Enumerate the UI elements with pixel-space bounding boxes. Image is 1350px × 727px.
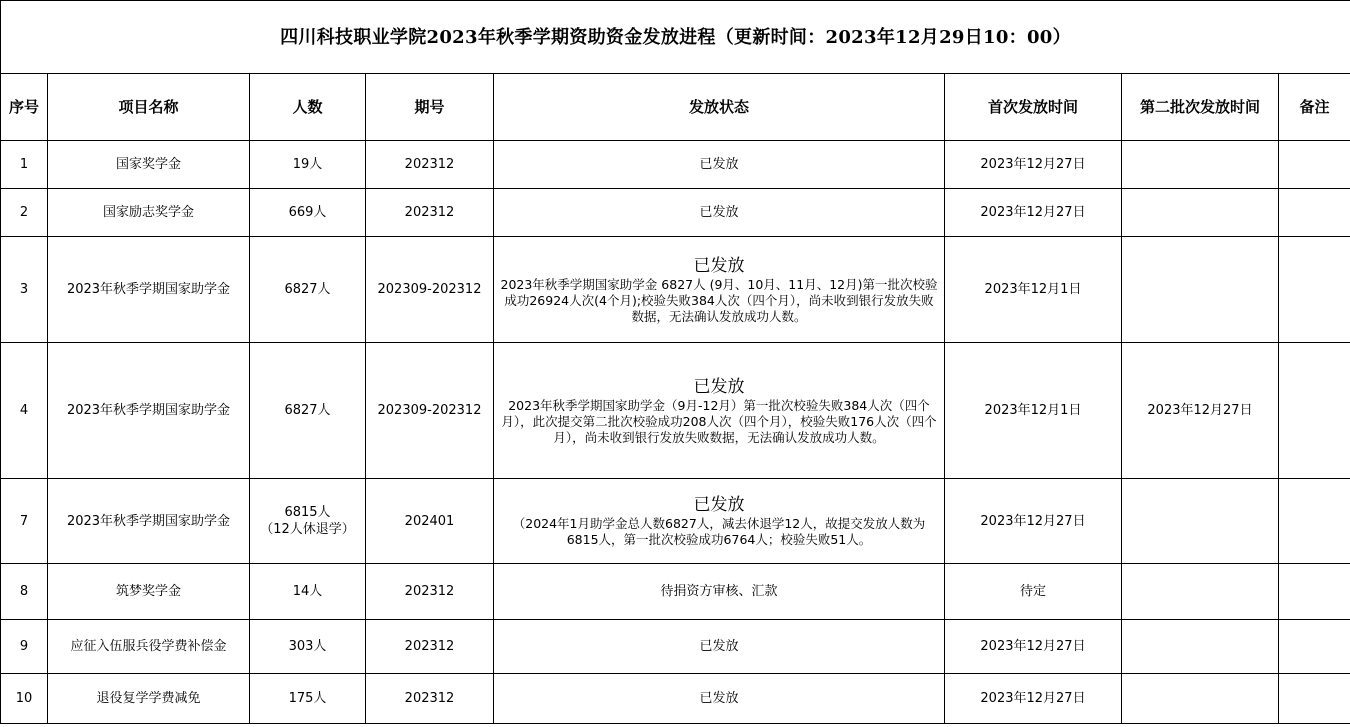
table-row bbox=[1, 237, 1350, 343]
cell-count: 303人 bbox=[250, 620, 366, 674]
cell-status bbox=[494, 237, 945, 343]
cell-name: 应征入伍服兵役学费补偿金 bbox=[48, 620, 250, 674]
cell-no: 2 bbox=[1, 189, 48, 237]
cell-first-time: 待定 bbox=[945, 564, 1122, 620]
cell-count: 6827人 bbox=[250, 237, 366, 343]
table-row bbox=[1, 343, 1350, 479]
status-main: 已发放 bbox=[693, 255, 745, 276]
cell-count: 14人 bbox=[250, 564, 366, 620]
cell-period: 202312 bbox=[366, 564, 494, 620]
header-row bbox=[1, 74, 1350, 141]
cell-count: 175人 bbox=[250, 674, 366, 724]
count-main: 6815人 bbox=[284, 505, 331, 520]
cell-count: 6827人 bbox=[250, 343, 366, 479]
cell-period: 202312 bbox=[366, 141, 494, 189]
cell-period: 202309-202312 bbox=[366, 343, 494, 479]
cell-no: 8 bbox=[1, 564, 48, 620]
cell-period: 202312 bbox=[366, 189, 494, 237]
cell-first-time: 2023年12月1日 bbox=[945, 237, 1122, 343]
cell-period: 202401 bbox=[366, 479, 494, 564]
count-note: （12人休退学） bbox=[260, 522, 355, 537]
cell-no: 1 bbox=[1, 141, 48, 189]
cell-remark bbox=[1279, 343, 1350, 479]
cell-second-time bbox=[1122, 141, 1279, 189]
cell-status: 已发放 bbox=[494, 141, 945, 189]
cell-second-time bbox=[1122, 479, 1279, 564]
cell-remark bbox=[1279, 620, 1350, 674]
cell-no: 7 bbox=[1, 479, 48, 564]
cell-no: 9 bbox=[1, 620, 48, 674]
cell-first-time: 2023年12月27日 bbox=[945, 674, 1122, 724]
cell-count: 669人 bbox=[250, 189, 366, 237]
status-note: （2024年1月助学金总人数6827人，减去休退学12人，故提交发放人数为6815人，第一批次校验成功6764人；校验失败51人。 bbox=[512, 516, 926, 547]
cell-count: 19人 bbox=[250, 141, 366, 189]
cell-count bbox=[250, 479, 366, 564]
cell-second-time bbox=[1122, 674, 1279, 724]
cell-remark bbox=[1279, 479, 1350, 564]
status-note: 2023年秋季学期国家助学金 6827人 (9月、10月、11月、12月)第一批次校验成功26924人次(4个月);校验失败384人次（四个月），尚未收到银行发放失败数据，无法确认发放成功人数。 bbox=[500, 276, 938, 324]
title-row bbox=[1, 1, 1350, 74]
cell-remark bbox=[1279, 189, 1350, 237]
cell-period: 202312 bbox=[366, 620, 494, 674]
cell-name: 退役复学学费减免 bbox=[48, 674, 250, 724]
header-no: 序号 bbox=[1, 74, 48, 141]
cell-name: 2023年秋季学期国家助学金 bbox=[48, 237, 250, 343]
cell-remark bbox=[1279, 141, 1350, 189]
cell-period: 202312 bbox=[366, 674, 494, 724]
cell-name: 2023年秋季学期国家助学金 bbox=[48, 343, 250, 479]
cell-remark bbox=[1279, 564, 1350, 620]
sheet-title: 四川科技职业学院2023年秋季学期资助资金发放进程（更新时间：2023年12月29日10：00） bbox=[1, 1, 1350, 74]
status-note: 2023年秋季学期国家助学金（9月-12月）第一批次校验失败384人次（四个月），此次提交第二批次校验成功208人次（四个月），校验失败176人次（四个月），尚未收到银行发放失败数据，无法确认发放成功人数。 bbox=[501, 397, 937, 445]
cell-status: 已发放 bbox=[494, 189, 945, 237]
cell-status bbox=[494, 343, 945, 479]
header-second-time: 第二批次发放时间 bbox=[1122, 74, 1279, 141]
header-status: 发放状态 bbox=[494, 74, 945, 141]
cell-status: 已发放 bbox=[494, 620, 945, 674]
cell-period: 202309-202312 bbox=[366, 237, 494, 343]
cell-status: 已发放 bbox=[494, 674, 945, 724]
cell-first-time: 2023年12月27日 bbox=[945, 189, 1122, 237]
cell-first-time: 2023年12月1日 bbox=[945, 343, 1122, 479]
cell-second-time: 2023年12月27日 bbox=[1122, 343, 1279, 479]
header-first-time: 首次发放时间 bbox=[945, 74, 1122, 141]
cell-status bbox=[494, 479, 945, 564]
cell-first-time: 2023年12月27日 bbox=[945, 620, 1122, 674]
cell-no: 10 bbox=[1, 674, 48, 724]
cell-first-time: 2023年12月27日 bbox=[945, 479, 1122, 564]
cell-remark bbox=[1279, 674, 1350, 724]
cell-name: 2023年秋季学期国家助学金 bbox=[48, 479, 250, 564]
cell-no: 3 bbox=[1, 237, 48, 343]
cell-name: 筑梦奖学金 bbox=[48, 564, 250, 620]
cell-name: 国家励志奖学金 bbox=[48, 189, 250, 237]
table-row bbox=[1, 189, 1350, 237]
table-row bbox=[1, 674, 1350, 724]
table-row bbox=[1, 564, 1350, 620]
cell-no: 4 bbox=[1, 343, 48, 479]
table-row bbox=[1, 620, 1350, 674]
cell-name: 国家奖学金 bbox=[48, 141, 250, 189]
cell-status: 待捐资方审核、汇款 bbox=[494, 564, 945, 620]
table-row bbox=[1, 141, 1350, 189]
header-period: 期号 bbox=[366, 74, 494, 141]
status-main: 已发放 bbox=[693, 495, 745, 515]
table-row bbox=[1, 479, 1350, 564]
cell-second-time bbox=[1122, 189, 1279, 237]
cell-remark bbox=[1279, 237, 1350, 343]
cell-second-time bbox=[1122, 620, 1279, 674]
header-count: 人数 bbox=[250, 74, 366, 141]
header-remark: 备注 bbox=[1279, 74, 1350, 141]
status-main: 已发放 bbox=[693, 376, 745, 397]
cell-second-time bbox=[1122, 237, 1279, 343]
cell-first-time: 2023年12月27日 bbox=[945, 141, 1122, 189]
header-name: 项目名称 bbox=[48, 74, 250, 141]
cell-second-time bbox=[1122, 564, 1279, 620]
